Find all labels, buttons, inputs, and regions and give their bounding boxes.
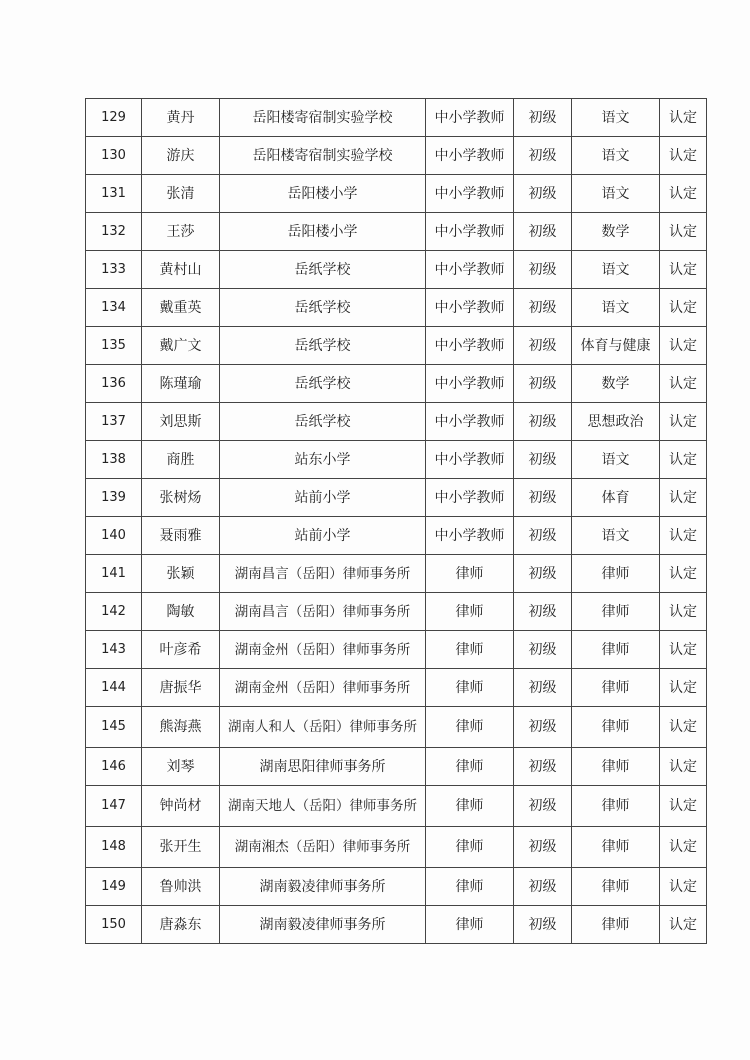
cell-number: 136: [86, 365, 142, 403]
cell-number: 142: [86, 593, 142, 631]
cell-unit: 岳纸学校: [220, 289, 426, 327]
cell-type: 认定: [660, 137, 707, 175]
cell-type: 认定: [660, 786, 707, 827]
table-row: [86, 441, 707, 479]
roster-body: [86, 99, 707, 944]
table-row: [86, 707, 707, 748]
cell-type: 认定: [660, 251, 707, 289]
cell-unit: 岳纸学校: [220, 365, 426, 403]
cell-number: 138: [86, 441, 142, 479]
table-row: [86, 748, 707, 786]
cell-name: 陶敏: [142, 593, 220, 631]
cell-level: 初级: [514, 593, 572, 631]
cell-level: 初级: [514, 327, 572, 365]
table-row: [86, 479, 707, 517]
cell-subject: 律师: [572, 669, 660, 707]
table-row: [86, 827, 707, 868]
cell-level: 初级: [514, 707, 572, 748]
cell-level: 初级: [514, 669, 572, 707]
table-row: [86, 906, 707, 944]
cell-level: 初级: [514, 365, 572, 403]
table-row: [86, 251, 707, 289]
cell-series: 中小学教师: [426, 213, 514, 251]
cell-number: 139: [86, 479, 142, 517]
cell-name: 张颖: [142, 555, 220, 593]
cell-unit: 湖南毅凌律师事务所: [220, 906, 426, 944]
cell-number: 146: [86, 748, 142, 786]
cell-unit: 湖南思阳律师事务所: [220, 748, 426, 786]
cell-name: 商胜: [142, 441, 220, 479]
cell-level: 初级: [514, 251, 572, 289]
cell-name: 黄丹: [142, 99, 220, 137]
cell-series: 律师: [426, 786, 514, 827]
cell-series: 律师: [426, 669, 514, 707]
cell-type: 认定: [660, 593, 707, 631]
cell-level: 初级: [514, 906, 572, 944]
cell-name: 戴重英: [142, 289, 220, 327]
cell-subject: 律师: [572, 748, 660, 786]
cell-series: 中小学教师: [426, 289, 514, 327]
cell-name: 张开生: [142, 827, 220, 868]
cell-type: 认定: [660, 555, 707, 593]
cell-level: 初级: [514, 175, 572, 213]
cell-subject: 律师: [572, 593, 660, 631]
cell-type: 认定: [660, 441, 707, 479]
cell-unit: 湖南天地人（岳阳）律师事务所: [220, 786, 426, 827]
cell-unit: 岳阳楼寄宿制实验学校: [220, 137, 426, 175]
cell-type: 认定: [660, 175, 707, 213]
cell-series: 律师: [426, 555, 514, 593]
cell-subject: 语文: [572, 99, 660, 137]
cell-subject: 律师: [572, 631, 660, 669]
cell-series: 律师: [426, 748, 514, 786]
cell-level: 初级: [514, 748, 572, 786]
cell-name: 王莎: [142, 213, 220, 251]
cell-unit: 岳阳楼寄宿制实验学校: [220, 99, 426, 137]
cell-type: 认定: [660, 99, 707, 137]
table-row: [86, 365, 707, 403]
cell-subject: 语文: [572, 175, 660, 213]
table-row: [86, 631, 707, 669]
table-row: [86, 593, 707, 631]
table-row: [86, 786, 707, 827]
cell-series: 中小学教师: [426, 99, 514, 137]
cell-series: 律师: [426, 593, 514, 631]
cell-subject: 语文: [572, 517, 660, 555]
table-row: [86, 555, 707, 593]
cell-number: 141: [86, 555, 142, 593]
cell-number: 143: [86, 631, 142, 669]
cell-subject: 律师: [572, 906, 660, 944]
cell-number: 148: [86, 827, 142, 868]
cell-level: 初级: [514, 631, 572, 669]
cell-series: 律师: [426, 827, 514, 868]
cell-name: 钟尚材: [142, 786, 220, 827]
cell-subject: 体育与健康: [572, 327, 660, 365]
cell-number: 150: [86, 906, 142, 944]
cell-name: 戴广文: [142, 327, 220, 365]
cell-subject: 语文: [572, 441, 660, 479]
cell-unit: 岳纸学校: [220, 251, 426, 289]
cell-number: 129: [86, 99, 142, 137]
cell-subject: 律师: [572, 827, 660, 868]
cell-name: 游庆: [142, 137, 220, 175]
cell-type: 认定: [660, 669, 707, 707]
cell-series: 律师: [426, 906, 514, 944]
cell-name: 唐淼东: [142, 906, 220, 944]
cell-unit: 湖南昌言（岳阳）律师事务所: [220, 555, 426, 593]
cell-unit: 岳阳楼小学: [220, 175, 426, 213]
table-row: [86, 403, 707, 441]
cell-level: 初级: [514, 213, 572, 251]
cell-type: 认定: [660, 327, 707, 365]
cell-name: 唐振华: [142, 669, 220, 707]
cell-series: 律师: [426, 631, 514, 669]
table-row: [86, 327, 707, 365]
cell-name: 刘琴: [142, 748, 220, 786]
cell-number: 131: [86, 175, 142, 213]
cell-number: 147: [86, 786, 142, 827]
cell-level: 初级: [514, 99, 572, 137]
cell-level: 初级: [514, 403, 572, 441]
cell-unit: 站东小学: [220, 441, 426, 479]
cell-name: 刘思斯: [142, 403, 220, 441]
cell-type: 认定: [660, 707, 707, 748]
cell-name: 张清: [142, 175, 220, 213]
cell-name: 熊海燕: [142, 707, 220, 748]
table-row: [86, 99, 707, 137]
cell-level: 初级: [514, 517, 572, 555]
cell-number: 144: [86, 669, 142, 707]
cell-number: 133: [86, 251, 142, 289]
cell-type: 认定: [660, 517, 707, 555]
cell-name: 黄村山: [142, 251, 220, 289]
cell-type: 认定: [660, 479, 707, 517]
cell-subject: 语文: [572, 251, 660, 289]
cell-number: 130: [86, 137, 142, 175]
cell-level: 初级: [514, 289, 572, 327]
cell-series: 中小学教师: [426, 251, 514, 289]
cell-series: 中小学教师: [426, 441, 514, 479]
cell-name: 陈瑾瑜: [142, 365, 220, 403]
cell-unit: 湖南金州（岳阳）律师事务所: [220, 631, 426, 669]
cell-type: 认定: [660, 631, 707, 669]
cell-unit: 岳纸学校: [220, 403, 426, 441]
cell-type: 认定: [660, 213, 707, 251]
cell-type: 认定: [660, 827, 707, 868]
cell-subject: 律师: [572, 786, 660, 827]
cell-number: 132: [86, 213, 142, 251]
cell-unit: 湖南金州（岳阳）律师事务所: [220, 669, 426, 707]
cell-number: 140: [86, 517, 142, 555]
cell-name: 叶彦希: [142, 631, 220, 669]
cell-type: 认定: [660, 906, 707, 944]
cell-number: 135: [86, 327, 142, 365]
cell-series: 中小学教师: [426, 365, 514, 403]
cell-level: 初级: [514, 786, 572, 827]
table-row: [86, 137, 707, 175]
cell-unit: 湖南人和人（岳阳）律师事务所: [220, 707, 426, 748]
cell-name: 聂雨雅: [142, 517, 220, 555]
cell-type: 认定: [660, 289, 707, 327]
cell-subject: 语文: [572, 137, 660, 175]
cell-subject: 思想政治: [572, 403, 660, 441]
cell-type: 认定: [660, 868, 707, 906]
cell-series: 中小学教师: [426, 517, 514, 555]
cell-series: 中小学教师: [426, 327, 514, 365]
table-row: [86, 868, 707, 906]
cell-type: 认定: [660, 403, 707, 441]
cell-series: 中小学教师: [426, 403, 514, 441]
cell-type: 认定: [660, 748, 707, 786]
cell-name: 鲁帅洪: [142, 868, 220, 906]
cell-level: 初级: [514, 555, 572, 593]
cell-level: 初级: [514, 479, 572, 517]
cell-level: 初级: [514, 827, 572, 868]
cell-unit: 湖南毅凌律师事务所: [220, 868, 426, 906]
cell-level: 初级: [514, 137, 572, 175]
cell-unit: 湖南湘杰（岳阳）律师事务所: [220, 827, 426, 868]
cell-series: 律师: [426, 707, 514, 748]
cell-series: 中小学教师: [426, 175, 514, 213]
table-row: [86, 213, 707, 251]
cell-number: 134: [86, 289, 142, 327]
roster-table: [85, 98, 707, 944]
table-row: [86, 289, 707, 327]
cell-series: 中小学教师: [426, 137, 514, 175]
cell-subject: 律师: [572, 868, 660, 906]
table-row: [86, 175, 707, 213]
cell-type: 认定: [660, 365, 707, 403]
cell-subject: 律师: [572, 555, 660, 593]
cell-subject: 律师: [572, 707, 660, 748]
table-row: [86, 669, 707, 707]
cell-unit: 站前小学: [220, 517, 426, 555]
cell-name: 张树炀: [142, 479, 220, 517]
cell-number: 137: [86, 403, 142, 441]
cell-level: 初级: [514, 868, 572, 906]
cell-unit: 站前小学: [220, 479, 426, 517]
cell-number: 149: [86, 868, 142, 906]
cell-number: 145: [86, 707, 142, 748]
cell-series: 律师: [426, 868, 514, 906]
cell-unit: 湖南昌言（岳阳）律师事务所: [220, 593, 426, 631]
table-row: [86, 517, 707, 555]
cell-series: 中小学教师: [426, 479, 514, 517]
cell-unit: 岳阳楼小学: [220, 213, 426, 251]
cell-level: 初级: [514, 441, 572, 479]
cell-subject: 数学: [572, 365, 660, 403]
cell-unit: 岳纸学校: [220, 327, 426, 365]
cell-subject: 体育: [572, 479, 660, 517]
cell-subject: 数学: [572, 213, 660, 251]
cell-subject: 语文: [572, 289, 660, 327]
